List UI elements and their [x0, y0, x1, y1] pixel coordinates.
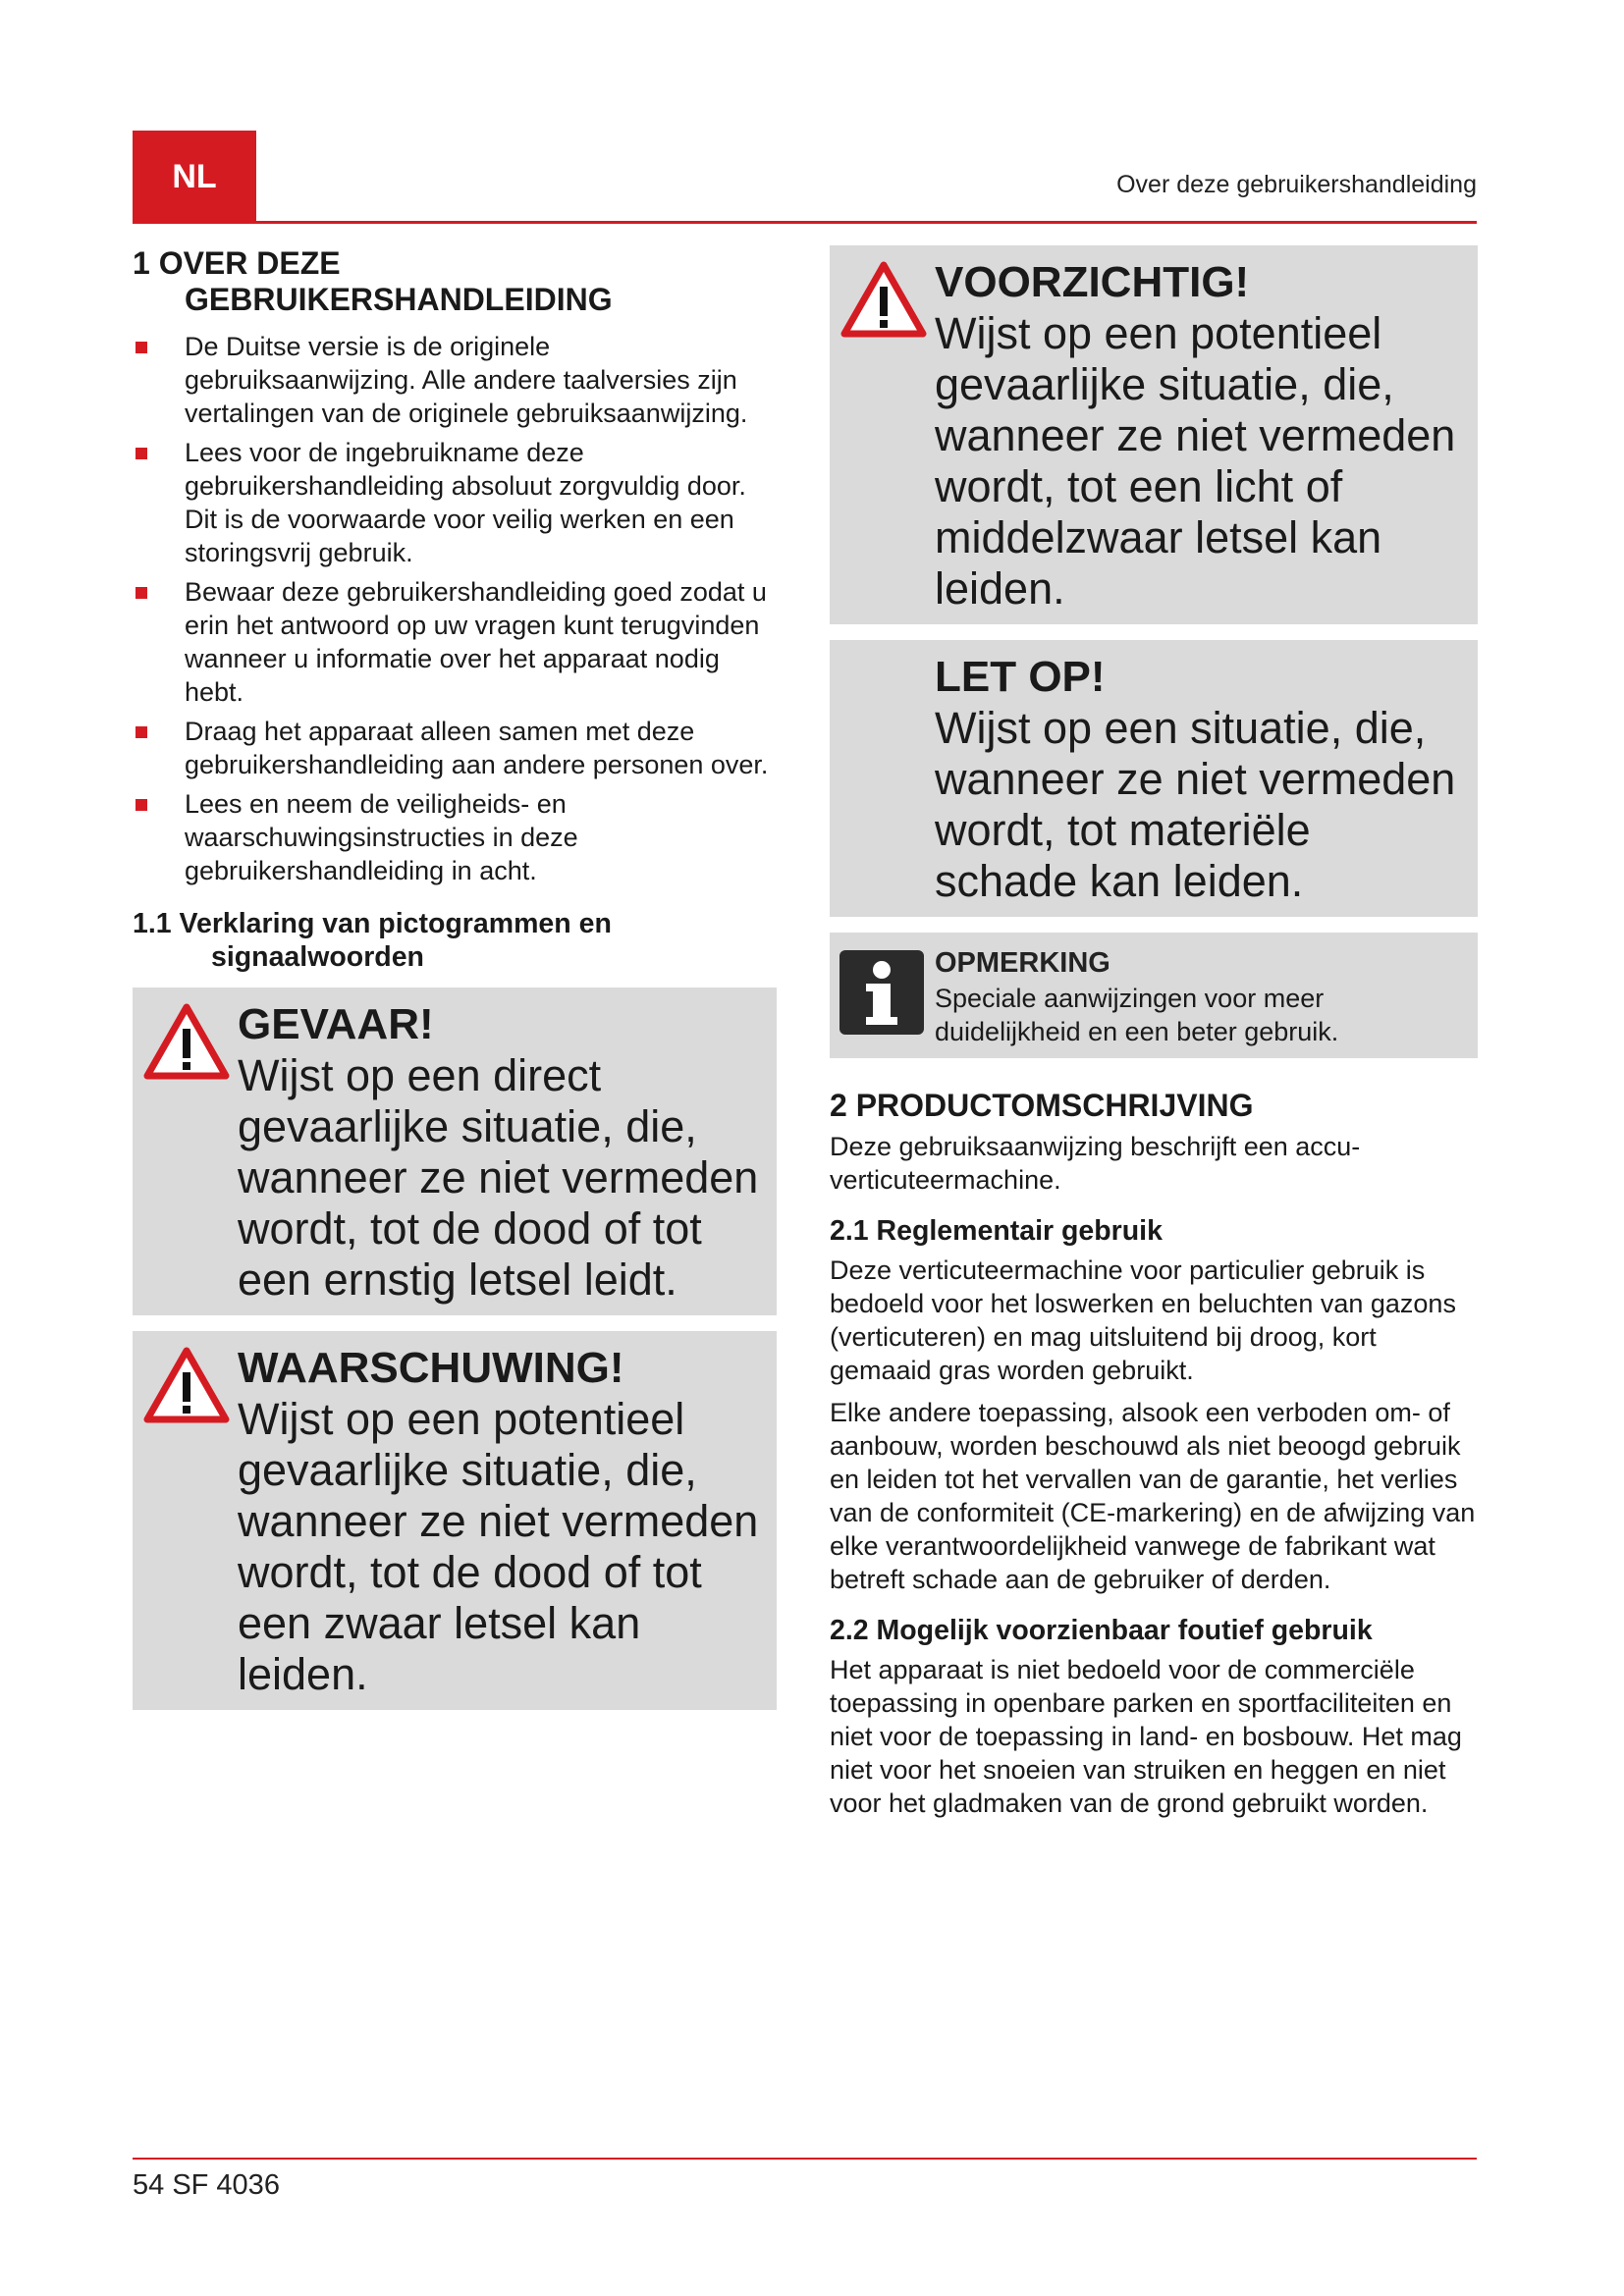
- list-item: Draag het apparaat alleen samen met deze gebruikershandleiding aan andere personen over.: [133, 715, 777, 781]
- bullet-square-icon: [135, 448, 147, 459]
- section-2-intro: Deze gebruiksaanwijzing beschrijft een accu-verticuteermachine.: [830, 1132, 1361, 1195]
- section-2-1-heading: 2.1 Reglementair gebruik: [830, 1215, 1163, 1247]
- list-item: Bewaar deze gebruikershandleiding goed zodat u erin het antwoord op uw vragen kunt terugvinden wanneer u informatie over het apparaat nodig hebt.: [133, 575, 777, 709]
- section-2-2-heading: 2.2 Mogelijk voorzienbaar foutief gebruik: [830, 1615, 1373, 1646]
- danger-box: [133, 988, 777, 1315]
- warning-triangle-icon: [142, 1345, 231, 1427]
- notice-title: LET OP!: [935, 653, 1106, 701]
- footer-divider: [133, 2158, 1477, 2160]
- list-item: Lees voor de ingebruikname deze gebruikershandleiding absoluut zorgvuldig door. Dit is de voorwaarde voor veilig werken en een storingsvrij gebruik.: [133, 436, 777, 569]
- list-item: Lees en neem de veiligheids- en waarschuwingsinstructies in deze gebruikershandleiding in acht.: [133, 787, 777, 887]
- warning-title: WAARSCHUWING!: [238, 1344, 624, 1392]
- left-column: [133, 245, 777, 1726]
- note-text: Speciale aanwijzingen voor meer duidelijkheid en een beter gebruik.: [935, 984, 1339, 1046]
- info-icon: [839, 950, 924, 1035]
- language-tab: NL: [133, 131, 256, 223]
- warning-text: Wijst op een potentieel gevaarlijke situatie, die, wanneer ze niet vermeden wordt, tot de dood of tot een zwaar letsel kan leiden.: [238, 1394, 759, 1699]
- section-1-1-heading: 1.1 Verklaring van pictogrammen en signaalwoorden: [133, 908, 612, 973]
- section-2-heading: 2 PRODUCTOMSCHRIJVING: [830, 1088, 1254, 1123]
- danger-text: Wijst op een direct gevaarlijke situatie, die, wanneer ze niet vermeden wordt, tot de dood of tot een ernstig letsel leidt.: [238, 1050, 759, 1305]
- bullet-square-icon: [135, 342, 147, 353]
- running-header-title: Over deze gebruikershandleiding: [1116, 171, 1477, 198]
- section-2-2-paragraph: Het apparaat is niet bedoeld voor de commerciële toepassing in openbare parken en sportfaciliteiten en niet voor de toepassing in land- en bosbouw. Het mag niet voor het snoeien van struiken en heggen en niet voor het gladmaken van de grond gebruikt worden.: [830, 1655, 1462, 1818]
- bullet-square-icon: [135, 587, 147, 599]
- bullet-square-icon: [135, 726, 147, 738]
- notice-text: Wijst op een situatie, die, wanneer ze niet vermeden wordt, tot materiële schade kan leiden.: [935, 703, 1456, 906]
- caution-box: [830, 245, 1478, 624]
- warning-box: [133, 1331, 777, 1710]
- right-column: [830, 245, 1478, 1829]
- danger-title: GEVAAR!: [238, 1000, 434, 1048]
- page-footer: 54 SF 4036: [133, 2169, 280, 2201]
- warning-triangle-icon: [839, 259, 928, 342]
- note-title: OPMERKING: [935, 947, 1110, 979]
- notice-box: [830, 640, 1478, 917]
- header-divider: [133, 221, 1477, 224]
- caution-text: Wijst op een potentieel gevaarlijke situatie, die, wanneer ze niet vermeden wordt, tot een licht of middelzwaar letsel kan leiden.: [935, 308, 1456, 614]
- list-item: De Duitse versie is de originele gebruiksaanwijzing. Alle andere taalversies zijn vertalingen van de originele gebruiksaanwijzing.: [133, 330, 777, 430]
- warning-triangle-icon: [142, 1001, 231, 1084]
- bullet-square-icon: [135, 799, 147, 811]
- section-1-heading: 1 OVER DEZE GEBRUIKERSHANDLEIDING: [133, 245, 613, 317]
- bullet-list: [133, 330, 777, 887]
- caution-title: VOORZICHTIG!: [935, 258, 1250, 306]
- section-2-1-paragraph-1: Deze verticuteermachine voor particulier gebruik is bedoeld voor het loswerken en beluchten van gazons (verticuteren) en mag uitsluitend bij droog, kort gemaaid gras worden gebruikt.: [830, 1255, 1456, 1385]
- note-box: [830, 933, 1478, 1058]
- section-2-1-paragraph-2: Elke andere toepassing, alsook een verboden om- of aanbouw, worden beschouwd als niet beoogd gebruik en leiden tot het vervallen van de garantie, het verlies van de conformiteit (CE-markering) en de afwijzing van elke verantwoordelijkheid vanwege de fabrikant wat betreft schade aan de gebruiker of derden.: [830, 1398, 1476, 1594]
